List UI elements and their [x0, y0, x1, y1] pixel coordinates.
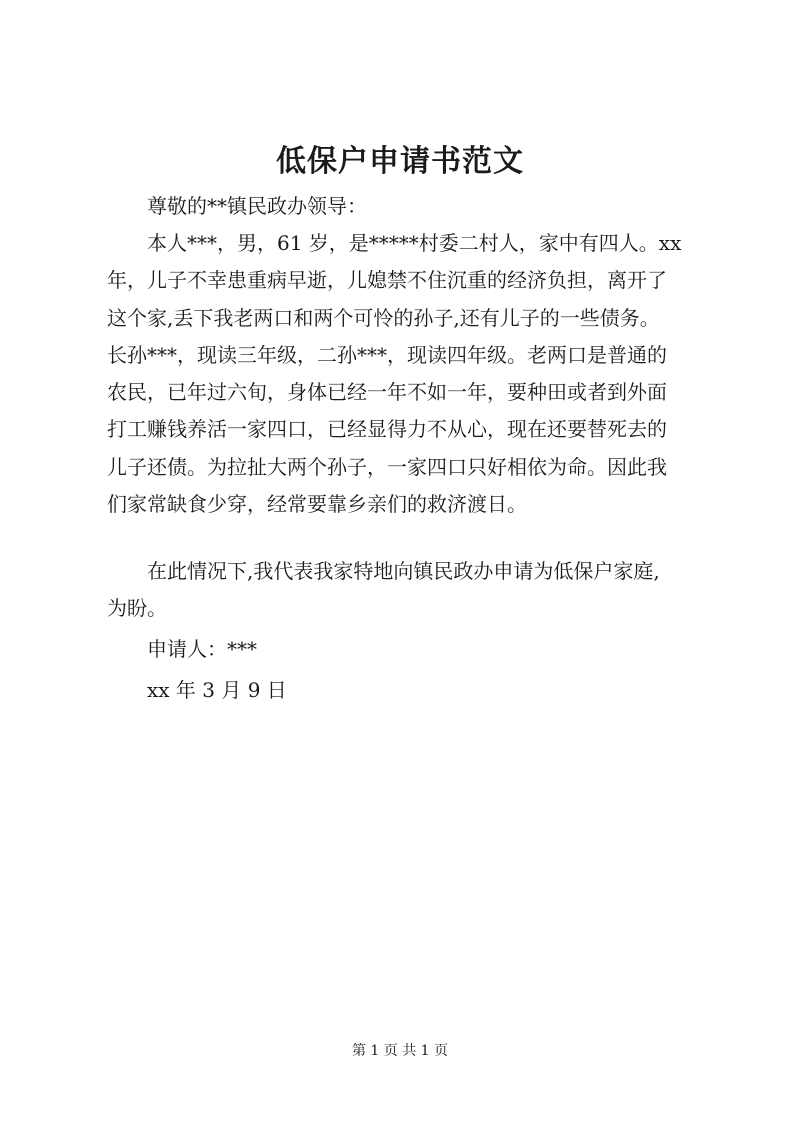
paragraph-1-line: 农民，已年过六旬，身体已经一年不如一年，要种田或者到外面	[107, 380, 667, 405]
paragraph-1-line: 本人***，男，61 岁，是*****村委二村人，家中有四人。xx	[147, 231, 682, 255]
paragraph-1-line: 们家常缺食少穿，经常要靠乡亲们的救济渡日。	[107, 492, 527, 517]
paragraph-1-line: 儿子还债。为拉扯大两个孙子，一家四口只好相依为命。因此我	[107, 454, 667, 479]
applicant-signature: 申请人：***	[147, 637, 257, 661]
document-title: 低保户申请书范文	[276, 144, 524, 179]
paragraph-2-line: 为盼。	[107, 596, 167, 621]
paragraph-1-line: 年，儿子不幸患重病早逝，儿媳禁不住沉重的经济负担，离开了	[107, 268, 667, 293]
paragraph-2	[107, 553, 704, 628]
application-date: xx 年 3 月 9 日	[147, 678, 287, 702]
paragraph-1	[107, 225, 704, 523]
paragraph-1-line: 打工赚钱养活一家四口，已经显得力不从心，现在还要替死去的	[107, 417, 667, 442]
paragraph-1-line: 长孙***，现读三年级，二孙***，现读四年级。老两口是普通的	[107, 342, 667, 367]
paragraph-2-line: 在此情况下,我代表我家特地向镇民政办申请为低保户家庭,	[147, 559, 660, 583]
salutation: 尊敬的**镇民政办领导：	[147, 194, 367, 218]
paragraph-1-line: 这个家,丢下我老两口和两个可怜的孙子,还有儿子的一些债务。	[107, 305, 660, 330]
page-footer: 第 1 页 共 1 页	[351, 1043, 449, 1059]
